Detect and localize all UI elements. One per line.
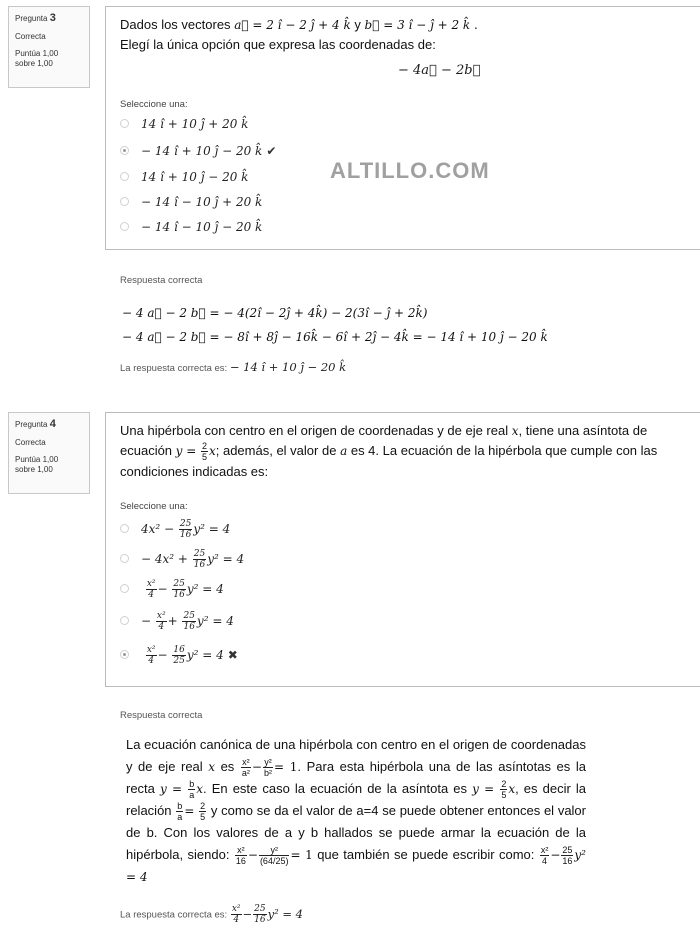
radio-button[interactable] <box>120 197 129 206</box>
math: y² = 4 <box>267 906 303 921</box>
operator: − <box>141 614 152 628</box>
num: 25 <box>173 579 185 589</box>
watermark: ALTILLO.COM <box>330 158 490 183</box>
expl-text: , es decir la relación <box>126 781 586 819</box>
respuesta-correcta-label-4: Respuesta correcta <box>120 710 203 721</box>
expl-text: y como se da el valor de a=4 se puede obtener entonces el valor de b. Con los valores de a y b hallados se puede armar la ecuación de la hipérbola, siendo: <box>126 803 586 863</box>
question-text-3 <box>120 15 680 55</box>
num: 16 <box>173 645 185 655</box>
operator: = <box>184 804 195 819</box>
q3-option-2[interactable] <box>120 144 276 158</box>
vector-a: a⃗ = 2 î − 2 ĵ + 4 k̂ <box>234 18 351 32</box>
num: 25 <box>183 611 195 621</box>
num: x² <box>235 845 247 856</box>
den: 25 <box>173 656 185 666</box>
option-text: y² = 4 <box>186 582 224 596</box>
q4-text-b: , tiene una asíntota de <box>518 423 648 438</box>
num: y² <box>259 845 290 856</box>
var-x: x <box>208 444 216 458</box>
den: 4 <box>542 856 548 867</box>
q3-expression: − 4a⃗ − 2b⃗ <box>398 63 481 78</box>
den: 16 <box>235 856 246 867</box>
question-number: 3 <box>49 12 56 24</box>
var-x: x <box>208 760 216 774</box>
fraction <box>500 779 507 800</box>
fraction <box>182 611 195 632</box>
den: 4 <box>148 590 155 600</box>
respuesta-correcta-label-3: Respuesta correcta <box>120 275 203 286</box>
den: (64/25) <box>259 856 289 867</box>
num: x² <box>242 757 250 768</box>
final-answer-value <box>230 904 303 925</box>
operator: + <box>167 614 178 628</box>
cross-icon: ✖ <box>227 648 238 662</box>
num: 25 <box>193 549 206 559</box>
expl-text: . Para esta hipérbola una de las asíntotas es la recta <box>126 759 586 797</box>
radio-button[interactable] <box>120 650 129 659</box>
question-status: Correcta <box>15 31 46 41</box>
fraction <box>193 549 206 570</box>
asymptote-lhs: y = <box>175 444 197 458</box>
explanation-4 <box>126 734 586 888</box>
operator: − <box>157 648 168 662</box>
fraction <box>179 519 192 540</box>
option-text: y² = 4 <box>193 522 231 536</box>
score-line1: Puntúa 1,00 <box>15 48 59 58</box>
option-text: − 14 î − 10 ĵ + 20 k̂ <box>141 195 263 209</box>
question-number: 4 <box>49 418 56 430</box>
q4-text-c: ecuación <box>120 443 173 458</box>
question-status: Correcta <box>15 437 46 447</box>
q3-option-4[interactable] <box>120 195 262 209</box>
radio-button[interactable] <box>120 222 129 231</box>
question-box-4 <box>105 412 700 687</box>
num: y² <box>264 757 272 768</box>
num: 25 <box>254 904 266 914</box>
final-answer-4 <box>120 904 303 925</box>
var-x: x <box>196 782 204 797</box>
fraction <box>235 845 247 866</box>
num: b <box>177 801 183 812</box>
expl-text: que también se puede escribir como: <box>317 847 535 863</box>
pregunta-label: Pregunta <box>15 420 48 429</box>
fraction <box>263 757 273 778</box>
den: 16 <box>183 622 195 632</box>
fraction <box>199 801 206 822</box>
q4-option-4[interactable] <box>120 611 234 632</box>
den: 16 <box>254 915 266 925</box>
radio-button[interactable] <box>120 524 129 533</box>
den: 5 <box>201 452 207 463</box>
fraction <box>156 611 167 632</box>
operator: = 1 <box>273 760 298 774</box>
radio-button[interactable] <box>120 554 129 563</box>
den: b² <box>263 768 272 779</box>
den: a² <box>241 768 250 779</box>
fraction <box>172 579 185 600</box>
option-text: y² = 4 <box>207 552 245 566</box>
fraction <box>188 779 195 800</box>
num: x² <box>540 845 549 856</box>
math: y = <box>472 782 495 797</box>
expl-text: es <box>220 759 235 774</box>
den: 4 <box>233 915 240 925</box>
final-answer-label: La respuesta correcta es: <box>120 363 228 374</box>
q3-y: y <box>354 17 361 32</box>
radio-button[interactable] <box>120 172 129 181</box>
final-answer-3 <box>120 360 346 374</box>
den: 16 <box>173 590 185 600</box>
q4-option-5[interactable] <box>120 645 238 666</box>
seleccione-label: Seleccione una: <box>120 99 188 110</box>
question-info-4 <box>8 412 90 494</box>
score-line2: sobre 1,00 <box>15 465 53 475</box>
option-text: 4x² − <box>141 522 175 536</box>
fraction <box>259 845 290 866</box>
fraction <box>172 645 185 666</box>
math: y² = 4 <box>126 848 586 885</box>
operator: − <box>550 848 561 863</box>
fraction <box>253 904 266 925</box>
operator: − <box>157 582 168 596</box>
option-text: − 14 î − 10 ĵ − 20 k̂ <box>141 220 263 234</box>
fraction <box>540 845 550 866</box>
option-text: − 14 î + 10 ĵ − 20 k̂ <box>141 144 263 158</box>
option-text: y² = 4 <box>186 648 224 662</box>
num: x² <box>146 645 156 655</box>
den: 4 <box>148 656 155 666</box>
operator: − <box>247 848 258 863</box>
question-box-3 <box>105 6 700 250</box>
den: a <box>177 812 183 823</box>
fraction <box>231 904 242 925</box>
fraction <box>146 579 157 600</box>
vector-b: b⃗ = 3 î − ĵ + 2 k̂ . <box>364 18 478 32</box>
solution-eq-1: − 4 a⃗ − 2 b⃗ = − 4(2î − 2ĵ + 4k̂) − 2(3î − ĵ + 2k̂) <box>122 306 428 320</box>
q3-option-3[interactable] <box>120 170 248 184</box>
q4-option-3[interactable] <box>120 579 224 600</box>
q4-text-f: condiciones indicadas es: <box>120 464 269 480</box>
den: 16 <box>562 856 573 867</box>
num: 2 <box>201 441 207 452</box>
expl-text: La ecuación canónica de una hipérbola con centro en el origen de coordenadas y de eje real <box>126 737 586 774</box>
den: 5 <box>501 790 507 801</box>
option-text: 14 î + 10 ĵ + 20 k̂ <box>141 117 249 131</box>
check-icon: ✔ <box>266 144 277 158</box>
den: 16 <box>179 530 192 540</box>
fraction-2-5 <box>201 441 208 462</box>
fraction <box>561 845 573 866</box>
score-line2: sobre 1,00 <box>15 59 53 69</box>
var-x: x <box>511 424 519 438</box>
radio-button[interactable] <box>120 584 129 593</box>
num: 2 <box>200 801 206 812</box>
num: 25 <box>562 845 573 856</box>
score-line1: Puntúa 1,00 <box>15 454 59 464</box>
q4-option-2[interactable] <box>120 549 244 570</box>
question-info-3 <box>8 6 90 88</box>
fraction <box>241 757 251 778</box>
option-text: 14 î + 10 ĵ − 20 k̂ <box>141 170 249 184</box>
radio-button[interactable] <box>120 119 129 128</box>
num: b <box>189 779 195 790</box>
pregunta-label: Pregunta <box>15 14 48 23</box>
option-text: y² = 4 <box>196 614 234 628</box>
den: 4 <box>158 622 165 632</box>
operator: − <box>242 906 253 921</box>
var-a: a <box>340 444 348 458</box>
operator: = 1 <box>290 848 313 863</box>
den: a <box>189 790 195 801</box>
num: x² <box>146 579 156 589</box>
q4-text-a: Una hipérbola con centro en el origen de coordenadas y de eje real <box>120 423 509 438</box>
math: y = <box>160 782 183 797</box>
fraction <box>176 801 183 822</box>
option-text: − 4x² + <box>141 552 188 566</box>
operator: − <box>251 760 262 774</box>
final-answer-label: La respuesta correcta es: <box>120 909 228 921</box>
den: 16 <box>193 560 206 570</box>
var-x: x <box>508 782 516 797</box>
seleccione-label: Seleccione una: <box>120 501 188 512</box>
num: 25 <box>179 519 192 529</box>
q3-option-5[interactable] <box>120 220 262 234</box>
num: 2 <box>501 779 507 790</box>
num: x² <box>156 611 166 621</box>
den: 5 <box>200 812 206 823</box>
question-text-4 <box>120 421 690 482</box>
expl-text: . En este caso la ecuación de la asíntota es <box>203 781 467 797</box>
q4-option-1[interactable] <box>120 519 230 540</box>
q4-text-e: es 4. La ecuación de la hipérbola que cumple con las <box>350 443 658 458</box>
q3-text-prefix: Dados los vectores <box>120 17 231 32</box>
solution-eq-2: − 4 a⃗ − 2 b⃗ = − 8î + 8ĵ − 16k̂ − 6î + 2ĵ − 4k̂ = − 14 î + 10 ĵ − 20 k̂ <box>122 330 548 344</box>
fraction <box>146 645 157 666</box>
q3-text-line2: Elegí la única opción que expresa las coordenadas de: <box>120 37 436 52</box>
q4-text-d: ; además, el valor de <box>215 443 337 458</box>
radio-button[interactable] <box>120 146 129 155</box>
final-answer-value: − 14 î + 10 ĵ − 20 k̂ <box>229 360 347 374</box>
radio-button[interactable] <box>120 616 129 625</box>
num: x² <box>231 904 241 914</box>
q3-option-1[interactable] <box>120 117 248 131</box>
